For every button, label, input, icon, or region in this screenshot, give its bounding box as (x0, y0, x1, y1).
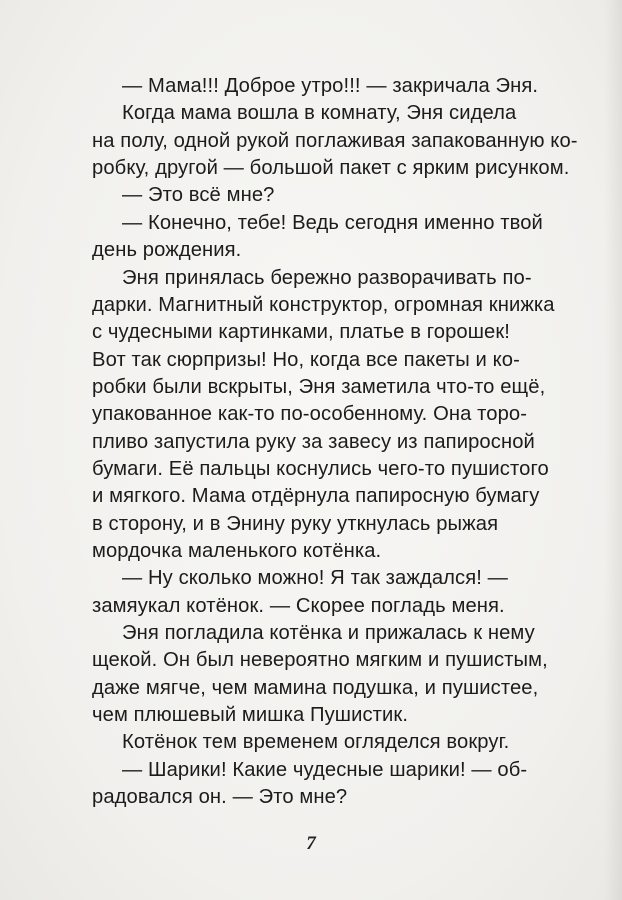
text-line: — Это всё мне? (122, 184, 275, 207)
text-line: Вот так сюрпризы! Но, когда все пакеты и ко- (92, 348, 520, 371)
text-line: — Конечно, тебе! Ведь сегодня именно твой (122, 211, 543, 234)
page-number: 7 (306, 833, 316, 854)
text-line: Котёнок тем временем огляделся вокруг. (122, 731, 510, 754)
text-line: щекой. Он был невероятно мягким и пушистым, (92, 649, 548, 672)
text-line: мордочка маленького котёнка. (92, 540, 382, 562)
text-line: пливо запустила руку за завесу из папиросной (92, 430, 535, 453)
text-line: — Ну сколько можно! Я так заждался! — (122, 567, 508, 590)
text-line: в сторону, и в Энину руку уткнулась рыжая (92, 512, 499, 535)
text-line: робку, другой — большой пакет с ярким рисунком. (92, 157, 570, 180)
text-line: дарки. Магнитный конструктор, огромная книжка (92, 293, 555, 316)
text-line: с чудесными картинками, платье в горошек! (92, 321, 510, 344)
text-line: радовался он. — Это мне? (92, 786, 348, 809)
text-line: Эня принялась бережно разворачивать по- (122, 266, 532, 289)
text-line: бумаги. Её пальцы коснулись чего-то пушистого (92, 457, 549, 480)
text-line: — Мама!!! Доброе утро!!! — закричала Эня. (122, 75, 539, 97)
page-edge-shadow (604, 0, 622, 900)
text-line: Когда мама вошла в комнату, Эня сидела (122, 102, 517, 125)
text-line: чем плюшевый мишка Пушистик. (92, 704, 409, 727)
text-line: даже мягче, чем мамина подушка, и пушистее, (92, 676, 539, 699)
text-line: Эня погладила котёнка и прижалась к нему (122, 622, 535, 644)
text-line: и мягкого. Мама отдёрнула папиросную бумагу (92, 485, 540, 508)
text-line: упакованное как-то по-особенному. Она торо- (92, 403, 528, 426)
text-line: день рождения. (92, 239, 242, 262)
text-line: на полу, одной рукой поглаживая запакованную ко- (92, 129, 578, 152)
text-line: робки были вскрыты, Эня заметила что-то ещё, (92, 375, 546, 398)
text-line: замяукал котёнок. — Скорее погладь меня. (92, 594, 505, 617)
text-line: — Шарики! Какие чудесные шарики! — об- (122, 758, 528, 781)
